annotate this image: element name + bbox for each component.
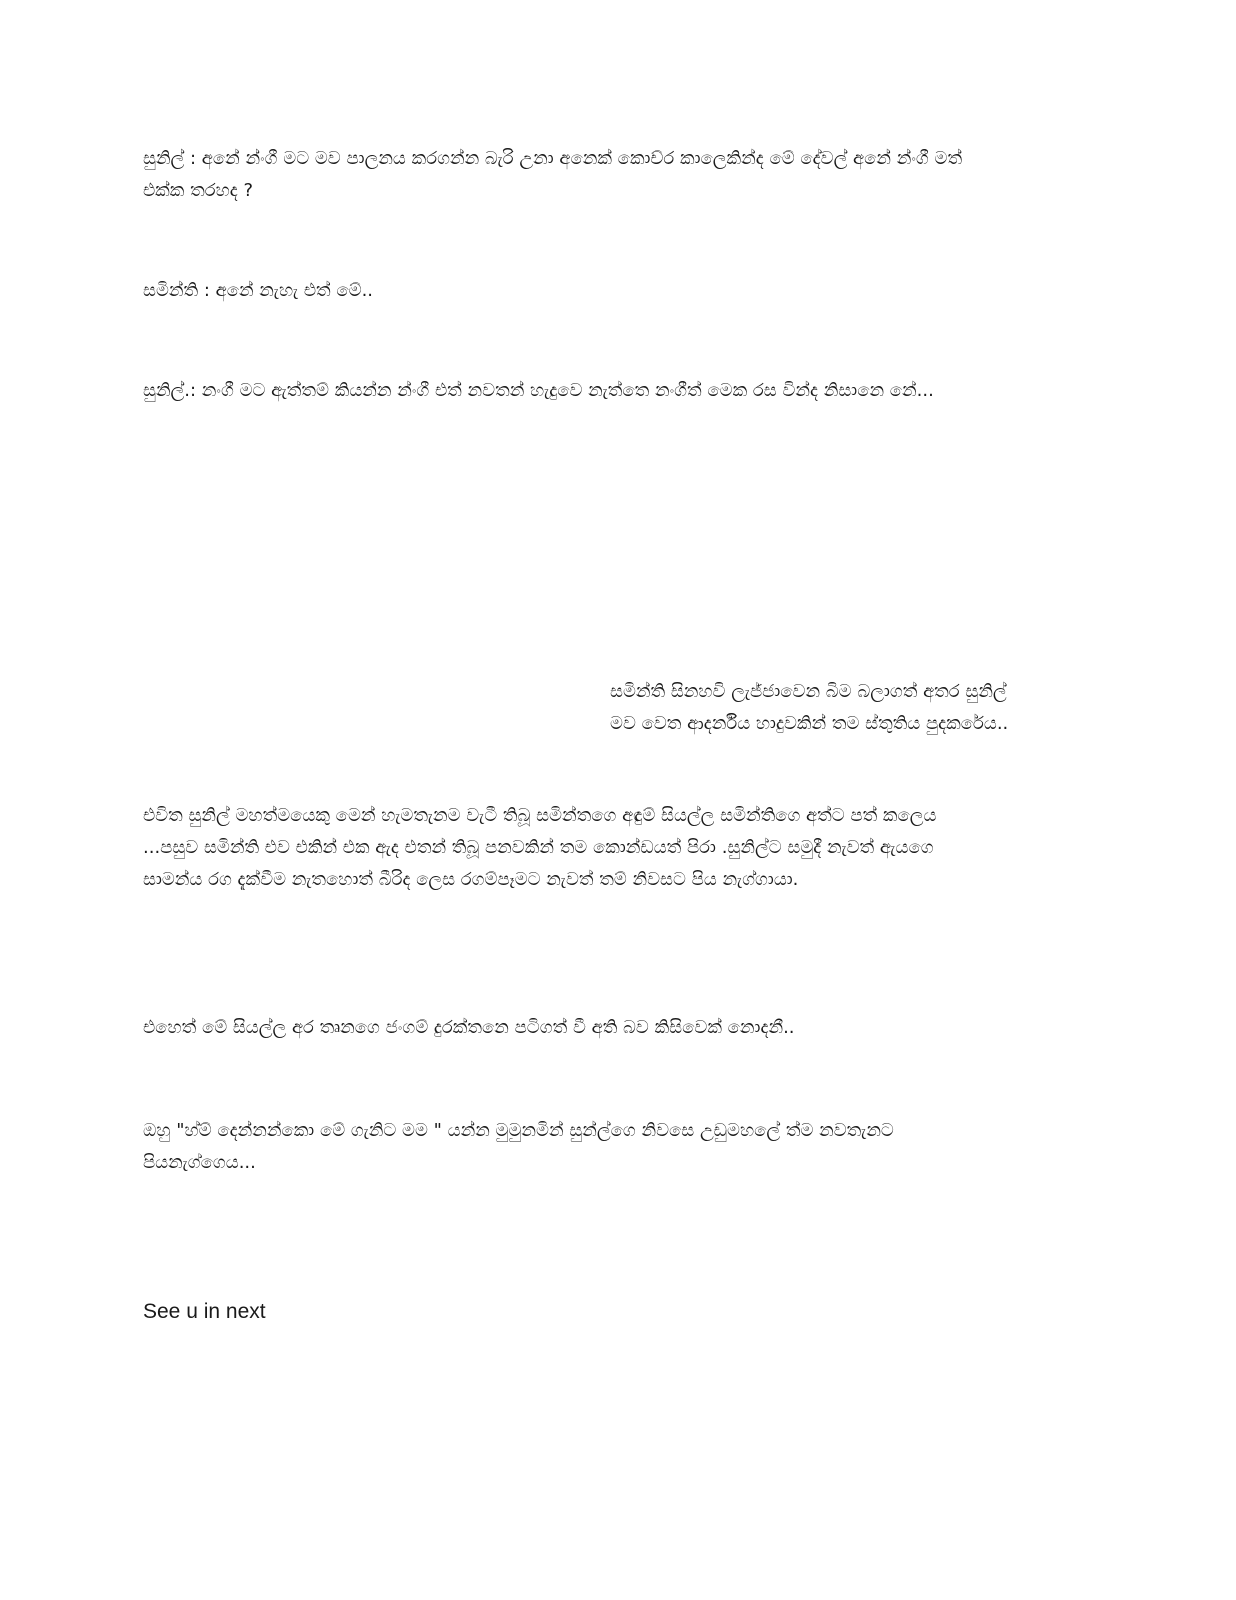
dialogue-paragraph-sunil-2 bbox=[143, 375, 934, 407]
text-line: සුනිල් : අනේ න්ංගී මට මව පාලනය කරගන්න බැරි උනා අනෙක් කොච්ර කාලෙකින්ද මේ දේවල් අනේ න්ංගී මත් bbox=[143, 148, 963, 169]
text-line: ඔහු "හ්ම් දෙන්නන්කො මේ ගැනිට මම " යන්න මුමුනමින් සුන්ල්ගෙ නිවසෙ උඩුමහලේ ත්ම නවතැනට bbox=[143, 1120, 894, 1141]
text-line: සමින්ති : අනේ නැහැ එත් මේ.. bbox=[143, 280, 374, 301]
text-line: එවිත සුනිල් මහත්මයෙකු මෙන් හැමතැනම වැටී තිබූ සමින්තගෙ අඳුම් සියල්ල සමින්තිගෙ අත්ට පත් කලෙය bbox=[143, 805, 937, 826]
narration-paragraph-3 bbox=[143, 1115, 894, 1179]
dialogue-paragraph-saminthi bbox=[143, 275, 373, 307]
text-line: පියනැග්ගෙය... bbox=[143, 1152, 256, 1173]
text-line: එක්ක තරහද ? bbox=[143, 180, 254, 201]
narration-paragraph-1 bbox=[143, 800, 936, 896]
text-line: සාමන්ය රග දැක්වීම නැතහොත් බීරිද ලෙස රගම්පෑමට නැවත් තම් නිවසට පිය නැග්ගායා. bbox=[143, 869, 799, 890]
text-line: ...පසුව සමින්ති එව එකින් එක ඇද එතන් තිබූ පනවකින් තම කොන්ඩයත් පිරා .සුනිල්ට සමුදී නැවත් ඇයගෙ bbox=[143, 837, 934, 858]
narration-paragraph-right bbox=[610, 676, 1008, 740]
text-line: See u in next bbox=[143, 1300, 266, 1323]
dialogue-paragraph-sunil-1 bbox=[143, 143, 962, 207]
text-line: සුනිල්.: නංගී මට ඇත්තම් කියන්න න්ංගී එත් නවතන් හැදුවෙ නැත්තෙ නංගීත් මෙක රස වින්ද නිසානෙ නේ... bbox=[143, 380, 934, 401]
text-line: එහෙත් මේ සියල්ල අර තෘනගෙ ජංගම් දුරක්තනෙ පටිගත් වී අති බව කිසිවෙක් නොදනී.. bbox=[143, 1017, 795, 1038]
text-line: මව වෙත ආදර්නිය හාදුවකින් තම ස්තුතිය පුදකරේය.. bbox=[610, 713, 1009, 734]
text-line: සමින්ති සිනහවි ලැජ්ජාවෙන බිම බලාගත් අතර සුනිල් bbox=[610, 681, 1007, 702]
narration-paragraph-2 bbox=[143, 1012, 795, 1044]
closing-line bbox=[143, 1296, 266, 1328]
